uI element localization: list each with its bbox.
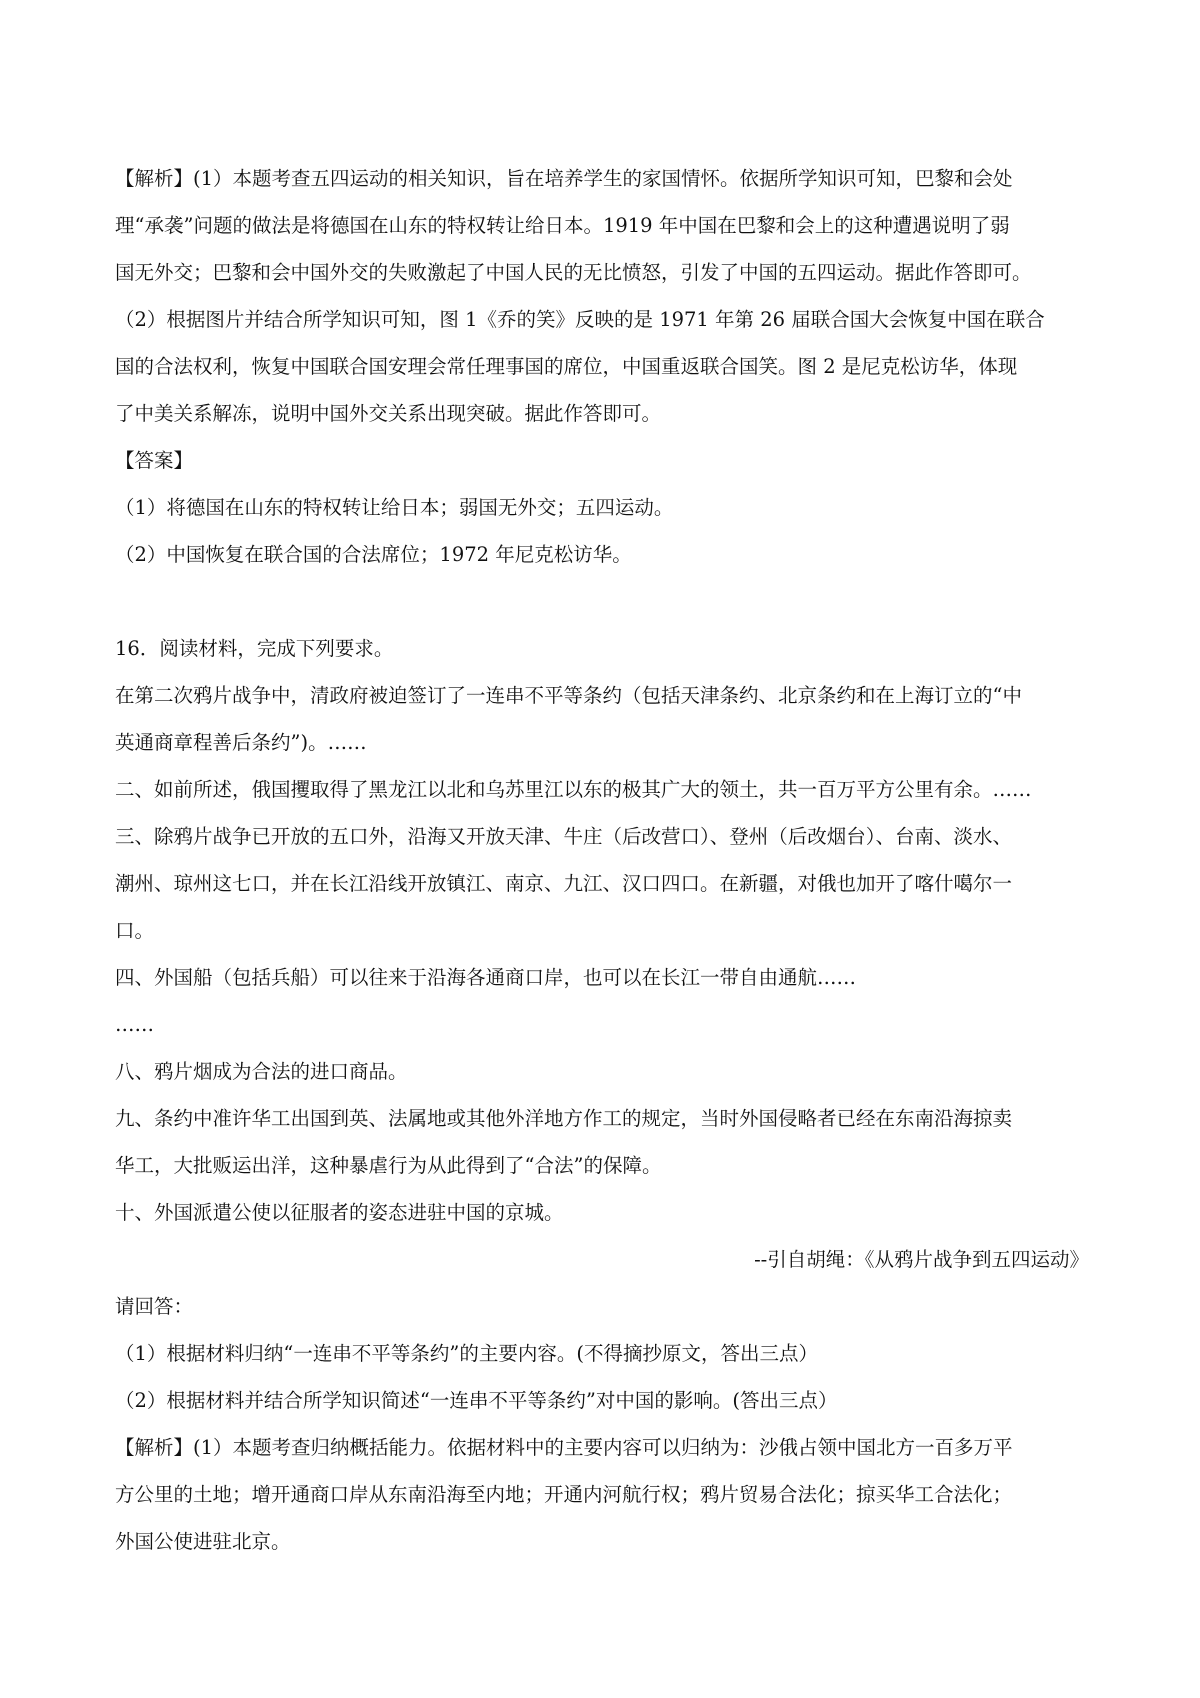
material-line: 八、鸦片烟成为合法的进口商品。 [115,1060,408,1083]
prompt-line: （1）根据材料归纳“一连串不平等条约”的主要内容。(不得摘抄原文，答出三点） [115,1342,818,1365]
text-line: 【解析】(1）本题考查五四运动的相关知识，旨在培养学生的家国情怀。依据所学知识可知，巴黎和会处 [115,167,1013,190]
analysis-line: 外国公使进驻北京。 [115,1530,291,1553]
spacer [115,578,1095,625]
material-line: 口。 [115,919,155,942]
material-line: 在第二次鸦片战争中，清政府被迫签订了一连串不平等条约（包括天津条约、北京条约和在上海订立的“中 [115,684,1022,707]
text-line: （2）根据图片并结合所学知识可知，图 1《乔的笑》反映的是 1971 年第 26 届联合国大会恢复中国在联合 [115,308,1045,331]
question-16 [115,625,1095,1565]
citation: --引自胡绳：《从鸦片战争到五四运动》 [754,1248,1089,1271]
text-line: 了中美关系解冻，说明中国外交关系出现突破。据此作答即可。 [115,402,662,425]
material-line: 潮州、琼州这七口，并在长江沿线开放镇江、南京、九江、汉口四口。在新疆，对俄也加开了喀什噶尔一 [115,872,1013,895]
material-line: 华工，大批贩运出洋，这种暴虐行为从此得到了“合法”的保障。 [115,1154,662,1177]
text-line: 国的合法权利，恢复中国联合国安理会常任理事国的席位，中国重返联合国笑。图 2 是尼克松访华，体现 [115,355,1018,378]
answer-heading: 【答案】 [115,449,194,472]
material-line: 二、如前所述，俄国攫取得了黑龙江以北和乌苏里江以东的极其广大的领土，共一百万平方公里有余。…… [115,778,1032,801]
analysis-line: 方公里的土地；增开通商口岸从东南沿海至内地；开通内河航行权；鸦片贸易合法化；掠买华工合法化； [115,1483,1013,1506]
question-title: 16．阅读材料，完成下列要求。 [115,637,394,660]
material-line: 三、除鸦片战争已开放的五口外，沿海又开放天津、牛庄（后改营口）、登州（后改烟台）、台南、淡水、 [115,825,1013,848]
material-line: 英通商章程善后条约”)。…… [115,731,367,754]
material-line: …… [115,1013,154,1036]
material-line: 九、条约中准许华工出国到英、法属地或其他外洋地方作工的规定，当时外国侵略者已经在东南沿海掠卖 [115,1107,1013,1130]
answer-line: （1）将德国在山东的特权转让给日本；弱国无外交；五四运动。 [115,496,674,519]
material-line: 四、外国船（包括兵船）可以往来于沿海各通商口岸，也可以在长江一带自由通航…… [115,966,857,989]
analysis-line: 【解析】(1）本题考查归纳概括能力。依据材料中的主要内容可以归纳为：沙俄占领中国北方一百多万平 [115,1436,1013,1459]
text-line: 国无外交；巴黎和会中国外交的失败激起了中国人民的无比愤怒，引发了中国的五四运动。据此作答即可。 [115,261,1032,284]
text-line: 理“承袭”问题的做法是将德国在山东的特权转让给日本。1919 年中国在巴黎和会上的这种遭遇说明了弱 [115,214,1010,237]
analysis-block-15 [115,155,1095,578]
prompt-line: （2）根据材料并结合所学知识简述“一连串不平等条约”对中国的影响。(答出三点） [115,1389,838,1412]
material-line: 十、外国派遣公使以征服者的姿态进驻中国的京城。 [115,1201,564,1224]
prompt-line: 请回答： [115,1295,194,1318]
answer-line: （2）中国恢复在联合国的合法席位；1972 年尼克松访华。 [115,543,632,566]
